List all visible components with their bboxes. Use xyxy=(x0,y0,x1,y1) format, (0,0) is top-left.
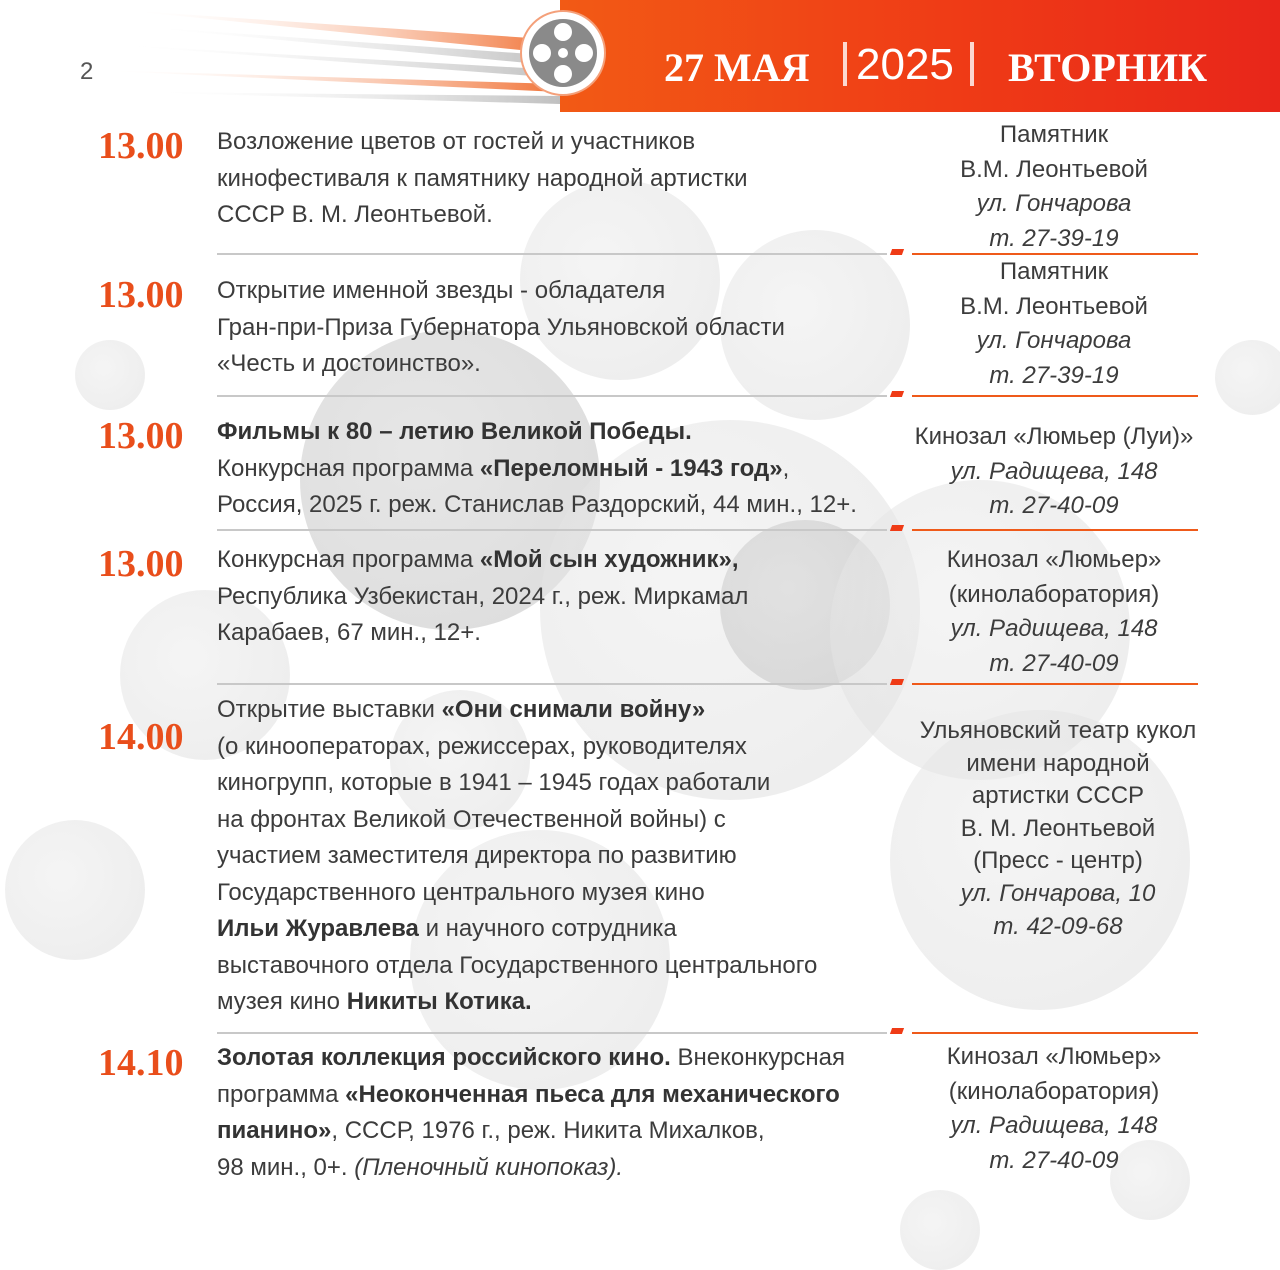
separator xyxy=(217,253,887,255)
venue-phone: т. 27-40-09 xyxy=(989,649,1119,677)
header-year: 2025 xyxy=(856,40,954,89)
separator-mark xyxy=(890,391,904,397)
bg-bubble xyxy=(75,340,145,410)
film-reel-icon xyxy=(518,8,608,98)
event-time: 13.00 xyxy=(98,274,184,316)
venue-address: ул. Гончарова xyxy=(976,190,1132,218)
event-venue: Ульяновский театр кукол имени народной артистки СССР В. М. Леонтьевой (Пресс - центр) ул. Гончарова, 10 т. 42-09-68 xyxy=(908,715,1208,943)
event-venue: Кинозал «Люмьер» (кинолаборатория) ул. Радищева, 148 т. 27-40-09 xyxy=(908,1040,1200,1178)
event-description: Возложение цветов от гостей и участников кинофестиваля к памятнику народной артистки СССР В. М. Леонтьевой. xyxy=(217,128,748,228)
separator-mark xyxy=(890,525,904,531)
separator xyxy=(217,529,887,531)
venue-phone: т. 27-39-19 xyxy=(989,224,1119,252)
event-description: Золотая коллекция российского кино. Внеконкурсная программа «Неоконченная пьеса для механического пианино», СССР, 1976 г., реж. Никита Михалков, 98 мин., 0+. (Пленочный кинопоказ). xyxy=(217,1044,845,1181)
event-time: 14.00 xyxy=(98,716,184,758)
venue-address: ул. Радищева, 148 xyxy=(950,457,1158,485)
separator xyxy=(912,395,1198,397)
venue-address: ул. Гончарова, 10 xyxy=(960,879,1156,907)
separator-mark xyxy=(890,249,904,255)
event-venue: Кинозал «Люмьер» (кинолаборатория) ул. Радищева, 148 т. 27-40-09 xyxy=(908,543,1200,681)
event-venue: Памятник В.М. Леонтьевой ул. Гончарова т. 27-39-19 xyxy=(908,255,1200,393)
event-venue: Памятник В.М. Леонтьевой ул. Гончарова т. 27-39-19 xyxy=(908,118,1200,256)
bg-bubble xyxy=(1215,340,1280,415)
bg-bubble xyxy=(900,1190,980,1270)
bg-bubble xyxy=(5,820,145,960)
year-divider xyxy=(843,42,847,86)
separator xyxy=(912,529,1198,531)
separator xyxy=(217,1032,887,1034)
event-description: Фильмы к 80 – летию Великой Победы. Конкурсная программа «Переломный - 1943 год», Россия, 2025 г. реж. Станислав Раздорский, 44 мин., 12+. xyxy=(217,418,857,518)
venue-phone: т. 42-09-68 xyxy=(993,912,1123,940)
event-time: 14.10 xyxy=(98,1042,184,1084)
event-time: 13.00 xyxy=(98,415,184,457)
page-number: 2 xyxy=(80,58,94,85)
event-description: Открытие выставки «Они снимали войну» (о кинооператорах, режиссерах, руководителях киногрупп, которые в 1941 – 1945 годах работали на фронтах Великой Отечественной войны) с участием заместителя директора по развитию Государственного центрального музея кино Ильи Журавлева и научного сотрудника выставочного отдела Государственного центрального музея кино Никиты Котика. xyxy=(217,696,818,1015)
separator-mark xyxy=(890,679,904,685)
event-time: 13.00 xyxy=(98,125,184,167)
venue-address: ул. Радищева, 148 xyxy=(950,615,1158,643)
venue-address: ул. Гончарова xyxy=(976,327,1132,355)
separator xyxy=(217,395,887,397)
header-weekday: ВТОРНИК xyxy=(1008,45,1208,90)
venue-phone: т. 27-40-09 xyxy=(989,492,1119,520)
venue-phone: т. 27-39-19 xyxy=(989,361,1119,389)
separator-mark xyxy=(890,1028,904,1034)
separator xyxy=(912,683,1198,685)
event-description: Открытие именной звезды - обладателя Гран-при-Приза Губернатора Ульяновской области «Честь и достоинство». xyxy=(217,277,785,377)
separator xyxy=(217,683,887,685)
event-time: 13.00 xyxy=(98,543,184,585)
event-venue: Кинозал «Люмьер (Луи)» ул. Радищева, 148 т. 27-40-09 xyxy=(908,420,1200,524)
venue-phone: т. 27-40-09 xyxy=(989,1146,1119,1174)
separator xyxy=(912,1032,1198,1034)
header-day: 27 МАЯ xyxy=(664,45,810,90)
venue-address: ул. Радищева, 148 xyxy=(950,1112,1158,1140)
event-description: Конкурсная программа «Мой сын художник», Республика Узбекистан, 2024 г., реж. Миркамал Карабаев, 67 мин., 12+. xyxy=(217,546,749,646)
year-divider xyxy=(970,42,974,86)
